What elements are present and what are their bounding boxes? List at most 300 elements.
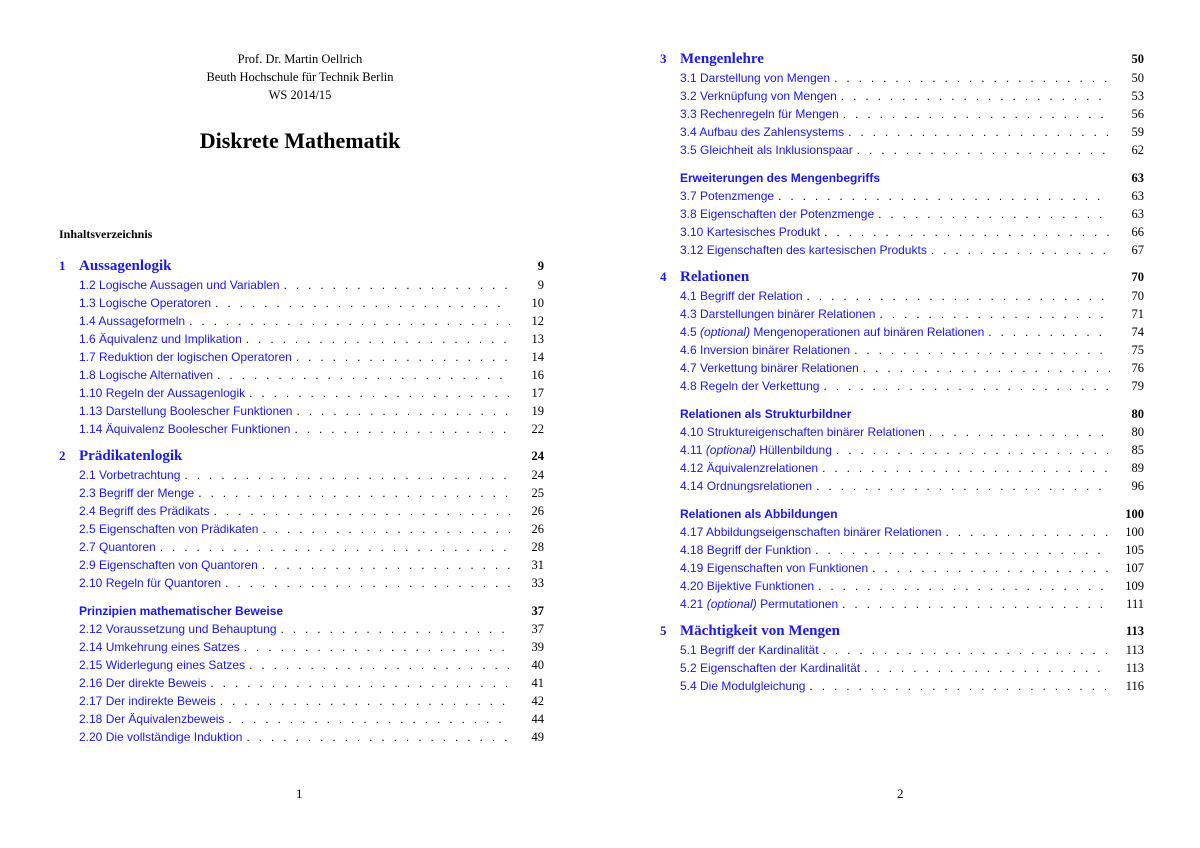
- toc-entry-page: 25: [531, 486, 544, 500]
- toc-entry-label[interactable]: 3.1 Darstellung von Mengen: [680, 71, 831, 85]
- toc-entry-label[interactable]: 1.7 Reduktion der logischen Operatoren: [79, 350, 292, 364]
- toc-section-3[interactable]: [660, 49, 1144, 69]
- toc-entry-leader: [680, 477, 1110, 495]
- toc-entry-leader: [680, 205, 1110, 223]
- dot-leader: [809, 677, 1110, 695]
- toc-entry-leader: [79, 638, 510, 656]
- toc-entry-leader: [79, 484, 510, 502]
- toc-entry-leader: [680, 577, 1110, 595]
- toc-entry-page: 62: [1131, 143, 1144, 157]
- toc-list-s2b: [79, 620, 544, 746]
- dot-leader: [816, 477, 1110, 495]
- toc-entry-page: 13: [531, 332, 544, 346]
- section-page: 24: [531, 449, 544, 463]
- dot-leader: [189, 312, 510, 330]
- toc-entry-page: 31: [531, 558, 544, 572]
- toc-entry[interactable]: [680, 69, 1144, 87]
- dot-leader: [198, 484, 510, 502]
- dot-leader: [228, 710, 510, 728]
- dot-leader: [281, 620, 511, 638]
- subsection-title: Prinzipien mathematischer Beweise: [79, 604, 284, 618]
- dot-leader: [864, 659, 1110, 677]
- toc-subsection-beweise[interactable]: [79, 602, 544, 620]
- toc-entry-page: 71: [1131, 307, 1144, 321]
- dot-leader: [857, 141, 1110, 159]
- toc-entry-label[interactable]: 5.2 Eigenschaften der Kardinalität: [680, 661, 861, 675]
- toc-entry-label[interactable]: 1.8 Logische Alternativen: [79, 368, 214, 382]
- toc-entry-leader: [680, 287, 1110, 305]
- toc-entry[interactable]: [680, 123, 1144, 141]
- toc-entry-leader: [79, 574, 510, 592]
- toc-entry-leader: [79, 520, 510, 538]
- toc-entry-page: 19: [531, 404, 544, 418]
- toc-entry-label[interactable]: 4.10 Struktureigenschaften binärer Relationen: [680, 425, 925, 439]
- subsection-page: 37: [531, 604, 544, 618]
- toc-entry-leader: [680, 659, 1110, 677]
- toc-entry-page: 107: [1125, 561, 1144, 575]
- section-number: 4: [660, 269, 667, 284]
- toc-entry-label[interactable]: 4.3 Darstellungen binärer Relationen: [680, 307, 876, 321]
- subsection-title: Relationen als Abbildungen: [680, 507, 838, 521]
- toc-entry[interactable]: [680, 141, 1144, 159]
- toc-entry-leader: [680, 305, 1110, 323]
- toc-entry-label[interactable]: [680, 441, 836, 459]
- toc-entry-label[interactable]: 3.5 Gleichheit als Inklusionspaar: [680, 143, 853, 157]
- dot-leader: [215, 294, 510, 312]
- dot-leader: [841, 87, 1110, 105]
- institution-line: Beuth Hochschule für Technik Berlin: [206, 70, 394, 84]
- toc-entry-label[interactable]: 4.6 Inversion binärer Relationen: [680, 343, 851, 357]
- toc-entry-label[interactable]: 1.14 Äquivalenz Boolescher Funktionen: [79, 422, 291, 436]
- toc-entry-label[interactable]: 3.7 Potenzmenge: [680, 189, 775, 203]
- dot-leader: [225, 574, 510, 592]
- toc-entry-label[interactable]: 4.8 Regeln der Verkettung: [680, 379, 820, 393]
- toc-entry-label[interactable]: 1.13 Darstellung Boolescher Funktionen: [79, 404, 293, 418]
- toc-entry-page: 28: [531, 540, 544, 554]
- toc-entry-label[interactable]: 3.10 Kartesisches Produkt: [680, 225, 821, 239]
- toc-entry-page: 79: [1131, 379, 1144, 393]
- dot-leader: [214, 502, 510, 520]
- toc-entry-leader: [79, 420, 510, 438]
- toc-entry-page: 44: [531, 712, 544, 726]
- toc-entry[interactable]: [680, 641, 1144, 659]
- toc-subsection-erweiterungen[interactable]: [680, 169, 1144, 187]
- toc-entry-label[interactable]: 2.1 Vorbetrachtung: [79, 468, 181, 482]
- toc-entry[interactable]: [79, 520, 544, 538]
- toc-entry-leader: [79, 294, 510, 312]
- dot-leader: [842, 595, 1110, 613]
- dot-leader: [246, 728, 510, 746]
- dot-leader: [878, 205, 1110, 223]
- toc-entry-leader: [680, 105, 1110, 123]
- toc-entry-leader: [79, 366, 510, 384]
- toc-entry-leader: [680, 323, 1110, 341]
- toc-entry-leader: [79, 674, 510, 692]
- toc-list-s4c: [680, 523, 1144, 613]
- dot-leader: [262, 520, 510, 538]
- toc-entry[interactable]: [680, 423, 1144, 441]
- toc-entry-leader: [680, 241, 1110, 259]
- section-page: 50: [1131, 52, 1144, 66]
- toc-list-s4: [680, 287, 1144, 395]
- toc-entry-leader: [680, 677, 1110, 695]
- dot-leader: [210, 674, 510, 692]
- toc-entry-leader: [680, 595, 1110, 613]
- dot-leader: [946, 523, 1110, 541]
- toc-entry[interactable]: [79, 348, 544, 366]
- toc-entry-leader: [680, 377, 1110, 395]
- subsection-title: Erweiterungen des Mengenbegriffs: [680, 171, 881, 185]
- toc-entry[interactable]: [680, 541, 1144, 559]
- toc-entry[interactable]: [680, 595, 1144, 613]
- page-right: [600, 0, 1200, 848]
- dot-leader: [807, 287, 1110, 305]
- toc-entry-label[interactable]: 3.4 Aufbau des Zahlensystems: [680, 125, 845, 139]
- toc-entry[interactable]: [79, 384, 544, 402]
- toc-entry-page: 42: [531, 694, 544, 708]
- toc-entry-page: 70: [1131, 289, 1144, 303]
- toc-entry-number: 4.11: [680, 443, 703, 457]
- toc-entry-label[interactable]: 5.1 Begriff der Kardinalität: [680, 643, 819, 657]
- page-number: 1: [296, 786, 303, 801]
- dot-leader: [249, 384, 510, 402]
- toc-entry-label[interactable]: 3.8 Eigenschaften der Potenzmenge: [680, 207, 875, 221]
- toc-entry-leader: [79, 384, 510, 402]
- toc-entry-leader: [79, 276, 510, 294]
- toc-entry-leader: [79, 538, 510, 556]
- toc-entry-label[interactable]: 1.2 Logische Aussagen und Variablen: [79, 278, 280, 292]
- toc-entry-page: 49: [531, 730, 544, 744]
- toc-entry[interactable]: [680, 659, 1144, 677]
- toc-entry-label[interactable]: 2.10 Regeln für Quantoren: [79, 576, 222, 590]
- toc-entry[interactable]: [680, 341, 1144, 359]
- toc-entry[interactable]: [79, 556, 544, 574]
- dot-leader: [294, 420, 510, 438]
- toc-entry-label[interactable]: 2.15 Widerlegung eines Satzes: [79, 658, 246, 672]
- toc-entry[interactable]: [680, 323, 1144, 341]
- toc-entry-leader: [79, 348, 510, 366]
- toc-entry-label[interactable]: 1.4 Aussageformeln: [79, 314, 186, 328]
- toc-entry[interactable]: [79, 638, 544, 656]
- section-title: Relationen: [680, 269, 750, 285]
- toc-entry[interactable]: [680, 105, 1144, 123]
- toc-entry-label[interactable]: 2.9 Eigenschaften von Quantoren: [79, 558, 258, 572]
- toc-entry-page: 37: [531, 622, 544, 636]
- toc-entry-label[interactable]: 2.20 Die vollständige Induktion: [79, 730, 243, 744]
- toc-entry-label[interactable]: 3.3 Rechenregeln für Mengen: [680, 107, 839, 121]
- dot-leader: [262, 556, 510, 574]
- toc-section-2[interactable]: [59, 446, 544, 466]
- toc-entry[interactable]: [79, 502, 544, 520]
- subsection-title: Relationen als Strukturbildner: [680, 407, 852, 421]
- toc-entry-label[interactable]: [680, 323, 988, 341]
- toc-entry[interactable]: [79, 330, 544, 348]
- toc-entry-leader: [79, 330, 510, 348]
- toc-entry-page: 41: [531, 676, 544, 690]
- toc-entry-label[interactable]: 2.4 Begriff des Prädikats: [79, 504, 210, 518]
- toc-entry-label[interactable]: 2.7 Quantoren: [79, 540, 156, 554]
- toc-entry-page: 96: [1131, 479, 1144, 493]
- toc-entry-leader: [79, 656, 510, 674]
- toc-entry-label[interactable]: 1.10 Regeln der Aussagenlogik: [79, 386, 246, 400]
- author-line: Prof. Dr. Martin Oellrich: [237, 52, 363, 66]
- toc-entry[interactable]: [79, 294, 544, 312]
- toc-list-s3b: [680, 187, 1144, 259]
- toc-entry-leader: [680, 341, 1110, 359]
- toc-section-5[interactable]: [660, 621, 1144, 641]
- optional-marker: (optional): [700, 325, 751, 339]
- toc-entry[interactable]: [680, 677, 1144, 695]
- section-title: Mächtigkeit von Mengen: [680, 623, 840, 639]
- toc-entry-page: 105: [1125, 543, 1144, 557]
- toc-entry[interactable]: [680, 559, 1144, 577]
- toc-entry-label[interactable]: 1.6 Äquivalenz und Implikation: [79, 332, 242, 346]
- toc-entry-label[interactable]: 1.3 Logische Operatoren: [79, 296, 212, 310]
- dot-leader: [284, 276, 510, 294]
- toc-entry-page: 63: [1131, 207, 1144, 221]
- document-title: Diskrete Mathematik: [199, 128, 401, 153]
- subsection-page: 63: [1131, 171, 1144, 185]
- toc-entry[interactable]: [79, 276, 544, 294]
- toc-entry-page: 26: [531, 522, 544, 536]
- toc-entry[interactable]: [680, 459, 1144, 477]
- toc-entry-title: Hüllenbildung: [759, 443, 832, 457]
- toc-entry-leader: [680, 223, 1110, 241]
- dot-leader: [815, 541, 1110, 559]
- toc-entry-page: 33: [531, 576, 544, 590]
- toc-entry[interactable]: [79, 692, 544, 710]
- semester-line: WS 2014/15: [268, 88, 332, 102]
- toc-list-s5: [680, 641, 1144, 695]
- toc-entry[interactable]: [79, 402, 544, 420]
- dot-leader: [217, 366, 510, 384]
- toc-list-s3: [680, 69, 1144, 159]
- toc-entry-page: 74: [1131, 325, 1144, 339]
- toc-entry-label[interactable]: 2.14 Umkehrung eines Satzes: [79, 640, 240, 654]
- toc-entry-leader: [680, 87, 1110, 105]
- toc-entry-page: 85: [1131, 443, 1144, 457]
- dot-leader: [249, 656, 510, 674]
- toc-entry-leader: [680, 423, 1110, 441]
- toc-entry-page: 66: [1131, 225, 1144, 239]
- optional-marker: (optional): [705, 443, 756, 457]
- toc-entry-label[interactable]: 3.12 Eigenschaften des kartesischen Produkts: [680, 243, 927, 257]
- toc-entry-leader: [680, 359, 1110, 377]
- dot-leader: [823, 641, 1110, 659]
- toc-entry-page: 59: [1131, 125, 1144, 139]
- toc-entry-page: 10: [531, 296, 544, 310]
- toc-entry[interactable]: [79, 466, 544, 484]
- toc-entry-leader: [680, 441, 1110, 459]
- dot-leader: [879, 305, 1110, 323]
- toc-entry-label[interactable]: 2.17 Der indirekte Beweis: [79, 694, 216, 708]
- toc-entry[interactable]: [79, 574, 544, 592]
- toc-subsection-abbildungen[interactable]: [680, 505, 1144, 523]
- toc-entry[interactable]: [79, 728, 544, 746]
- dot-leader: [778, 187, 1110, 205]
- toc-entry[interactable]: [680, 223, 1144, 241]
- toc-entry-leader: [79, 556, 510, 574]
- toc-entry-leader: [680, 69, 1110, 87]
- subsection-page: 100: [1125, 507, 1144, 521]
- toc-entry-page: 16: [531, 368, 544, 382]
- section-page: 113: [1125, 624, 1144, 638]
- toc-entry-page: 67: [1131, 243, 1144, 257]
- dot-leader: [836, 441, 1110, 459]
- toc-entry[interactable]: [79, 620, 544, 638]
- toc-entry-page: 109: [1125, 579, 1144, 593]
- toc-entry-label[interactable]: 2.18 Der Äquivalenzbeweis: [79, 712, 225, 726]
- toc-entry[interactable]: [79, 366, 544, 384]
- toc-entry-leader: [79, 466, 510, 484]
- toc-section-4[interactable]: [660, 267, 1144, 287]
- toc-entry[interactable]: [680, 305, 1144, 323]
- dot-leader: [184, 466, 510, 484]
- toc-entry-page: 111: [1126, 597, 1144, 611]
- toc-entry-page: 113: [1125, 661, 1144, 675]
- toc-subsection-strukturbildner[interactable]: [680, 405, 1144, 423]
- toc-entry-leader: [680, 641, 1110, 659]
- dot-leader: [843, 105, 1110, 123]
- dot-leader: [818, 577, 1110, 595]
- toc-entry[interactable]: [680, 187, 1144, 205]
- toc-entry-page: 50: [1131, 71, 1144, 85]
- toc-entry-leader: [79, 312, 510, 330]
- toc-entry-label[interactable]: 2.16 Der direkte Beweis: [79, 676, 207, 690]
- optional-marker: (optional): [706, 597, 757, 611]
- toc-entry-leader: [79, 620, 510, 638]
- toc-entry[interactable]: [79, 420, 544, 438]
- toc-entry-page: 63: [1131, 189, 1144, 203]
- toc-entry-page: 53: [1131, 89, 1144, 103]
- toc-entry-page: 100: [1125, 525, 1144, 539]
- dot-leader: [854, 341, 1110, 359]
- toc-entry[interactable]: [79, 484, 544, 502]
- toc-entry-leader: [680, 141, 1110, 159]
- toc-entry-leader: [680, 523, 1110, 541]
- dot-leader: [872, 559, 1110, 577]
- toc-entry-label[interactable]: 4.7 Verkettung binärer Relationen: [680, 361, 859, 375]
- toc-section-1[interactable]: [59, 256, 544, 276]
- page-number: 2: [897, 786, 904, 801]
- dot-leader: [823, 377, 1110, 395]
- toc-entry-page: 116: [1125, 679, 1144, 693]
- toc-entry-page: 24: [531, 468, 544, 482]
- toc-entry[interactable]: [680, 441, 1144, 459]
- toc-column-left: [59, 256, 544, 746]
- toc-entry[interactable]: [680, 477, 1144, 495]
- dot-leader: [160, 538, 510, 556]
- toc-entry-leader: [79, 502, 510, 520]
- subsection-page: 80: [1131, 407, 1144, 421]
- toc-entry-label[interactable]: 4.1 Begriff der Relation: [680, 289, 803, 303]
- toc-entry-leader: [79, 710, 510, 728]
- toc-entry-label[interactable]: 4.12 Äquivalenzrelationen: [680, 461, 819, 475]
- section-title: Mengenlehre: [680, 51, 764, 67]
- dot-leader: [824, 223, 1110, 241]
- toc-column-right: [660, 49, 1144, 695]
- dot-leader: [848, 123, 1110, 141]
- toc-entry-page: 56: [1131, 107, 1144, 121]
- toc-entry-label[interactable]: 2.3 Begriff der Menge: [79, 486, 195, 500]
- toc-entry[interactable]: [680, 377, 1144, 395]
- toc-entry-leader: [680, 541, 1110, 559]
- toc-entry-page: 12: [531, 314, 544, 328]
- section-page: 9: [537, 259, 544, 273]
- dot-leader: [929, 423, 1110, 441]
- toc-entry-label[interactable]: [680, 595, 842, 613]
- section-number: 1: [59, 258, 66, 273]
- toc-entry-page: 80: [1131, 425, 1144, 439]
- toc-entry-leader: [680, 123, 1110, 141]
- dot-leader: [296, 402, 510, 420]
- toc-entry-page: 40: [531, 658, 544, 672]
- toc-entry-label[interactable]: 2.5 Eigenschaften von Prädikaten: [79, 522, 259, 536]
- toc-entry-page: 9: [537, 278, 544, 292]
- section-title: Prädikatenlogik: [79, 448, 183, 464]
- section-number: 2: [59, 448, 66, 463]
- toc-entry-label[interactable]: 4.20 Bijektive Funktionen: [680, 579, 815, 593]
- toc-entry-page: 76: [1131, 361, 1144, 375]
- dot-leader: [246, 330, 510, 348]
- toc-entry-label[interactable]: 4.19 Eigenschaften von Funktionen: [680, 561, 869, 575]
- dot-leader: [296, 348, 510, 366]
- toc-entry-leader: [79, 402, 510, 420]
- section-number: 5: [660, 623, 667, 638]
- toc-heading: Inhaltsverzeichnis: [59, 227, 153, 241]
- toc-entry-label[interactable]: 4.18 Begriff der Funktion: [680, 543, 812, 557]
- toc-entry[interactable]: [79, 656, 544, 674]
- toc-entry[interactable]: [680, 359, 1144, 377]
- dot-leader: [822, 459, 1110, 477]
- toc-entry-leader: [680, 187, 1110, 205]
- toc-entry[interactable]: [680, 87, 1144, 105]
- toc-entry[interactable]: [79, 538, 544, 556]
- toc-entry-leader: [79, 692, 510, 710]
- dot-leader: [863, 359, 1110, 377]
- toc-entry-title: Mengenoperationen auf binären Relationen: [753, 325, 985, 339]
- toc-entry[interactable]: [680, 287, 1144, 305]
- toc-entry[interactable]: [680, 577, 1144, 595]
- section-number: 3: [660, 51, 667, 66]
- toc-entry-page: 89: [1131, 461, 1144, 475]
- toc-entry-label[interactable]: 5.4 Die Modulgleichung: [680, 679, 806, 693]
- toc-entry-page: 39: [531, 640, 544, 654]
- toc-entry-page: 113: [1125, 643, 1144, 657]
- toc-entry-page: 22: [531, 422, 544, 436]
- toc-list-s1: [79, 276, 544, 438]
- dot-leader: [931, 241, 1110, 259]
- toc-entry[interactable]: [79, 710, 544, 728]
- section-page: 70: [1131, 270, 1144, 284]
- toc-entry-label[interactable]: 4.17 Abbildungseigenschaften binärer Relationen: [680, 525, 942, 539]
- toc-entry-label[interactable]: 2.12 Voraussetzung und Behauptung: [79, 622, 277, 636]
- dot-leader: [220, 692, 510, 710]
- toc-entry[interactable]: [79, 312, 544, 330]
- toc-entry-number: 4.21: [680, 597, 704, 611]
- toc-entry-leader: [680, 459, 1110, 477]
- toc-entry[interactable]: [79, 674, 544, 692]
- toc-entry[interactable]: [680, 523, 1144, 541]
- dot-leader: [988, 323, 1110, 341]
- toc-entry-label[interactable]: 4.14 Ordnungsrelationen: [680, 479, 813, 493]
- toc-entry[interactable]: [680, 205, 1144, 223]
- toc-entry-label[interactable]: 3.2 Verknüpfung von Mengen: [680, 89, 837, 103]
- toc-entry-page: 14: [531, 350, 544, 364]
- toc-entry-title: Permutationen: [760, 597, 839, 611]
- toc-list-s2: [79, 466, 544, 592]
- toc-entry[interactable]: [680, 241, 1144, 259]
